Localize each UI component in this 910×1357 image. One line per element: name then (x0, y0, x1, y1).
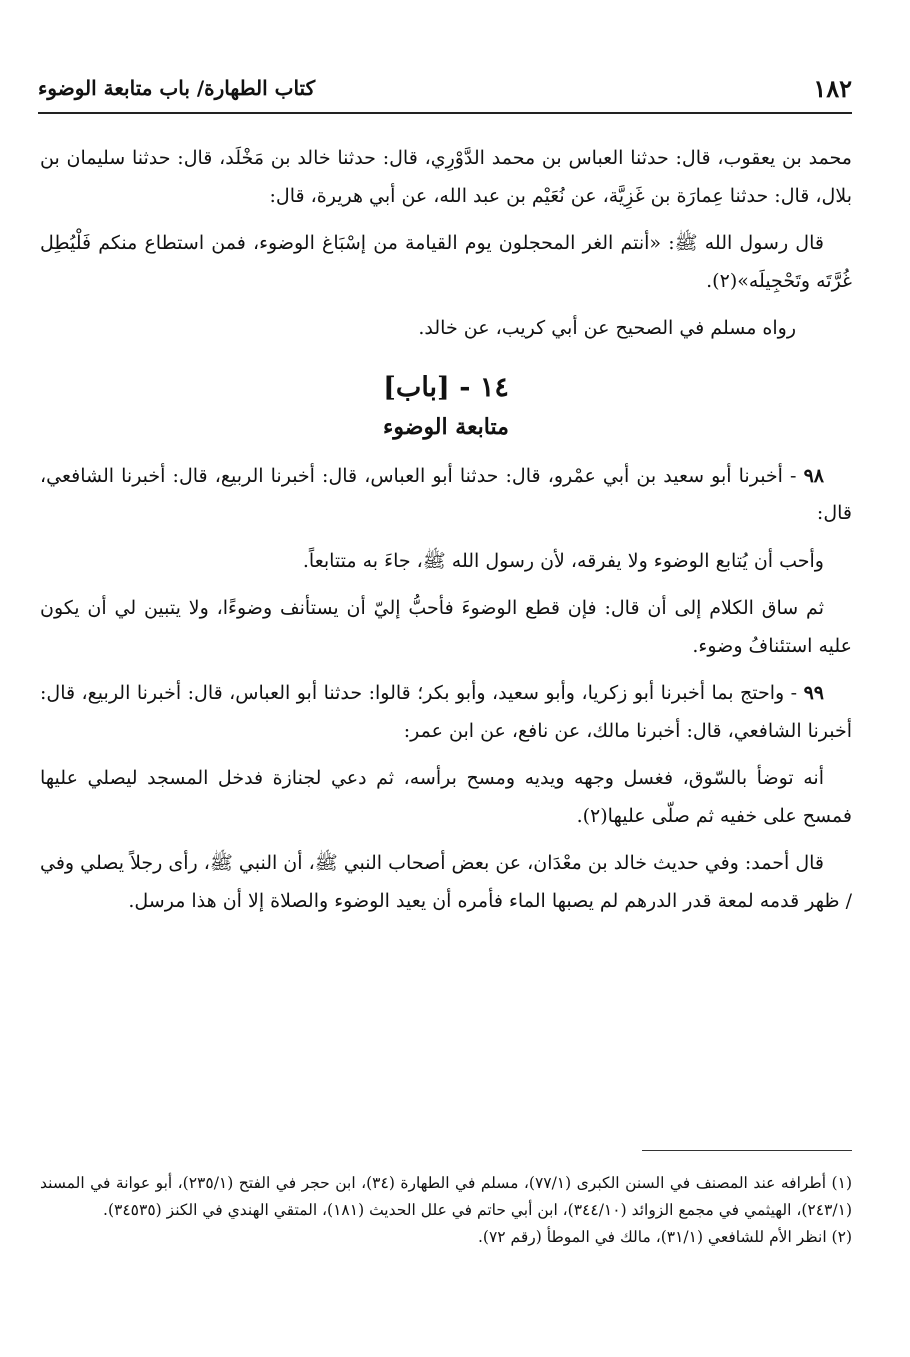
continuation-paragraph: ثم ساق الكلام إلى أن قال: فإن قطع الوضوءَ فأحبُّ إليّ أن يستأنف وضوءًا، ولا يتبين لي أن يكون عليه استئنافُ وضوء. (40, 597, 852, 657)
main-text (40, 140, 852, 930)
ahmad-comment-paragraph: قال أحمد: وفي حديث خالد بن معْدَان، عن بعض أصحاب النبي ﷺ، أن النبي ﷺ، رأى رجلاً يصلي وفي / ظهر قدمه لمعة قدر الدرهم لم يصبها الماء فأمره أن يعيد الوضوء والصلاة إلا أن هذا مرسل. (40, 852, 852, 912)
footnote-1: (١) أطرافه عند المصنف في السنن الكبرى (٧٧/١)، مسلم في الطهارة (٣٤)، ابن حجر في الفتح (٢٣٥/١)، أبو عوانة في المسند (٢٤٣/١)، الهيثمي في مجمع الزوائد (٣٤٤/١٠)، ابن أبي حاتم في علل الحديث (١٨١)، المتقي الهندي في الكنز (٣٤٥٣٥). (40, 1174, 852, 1219)
hadith-98-paragraph (40, 458, 852, 533)
hadith-99-text: - واحتج بما أخبرنا أبو زكريا، وأبو سعيد، وأبو بكر؛ قالوا: حدثنا أبو العباس، قال: أخبرنا الربيع، قال: أخبرنا الشافعي، قال: أخبرنا مالك، عن نافع، عن ابن عمر: (40, 682, 852, 742)
isnad-paragraph: محمد بن يعقوب، قال: حدثنا العباس بن محمد الدَّوْرِي، قال: حدثنا خالد بن مَخْلَد، قال: حدثنا سليمان بن بلال، قال: حدثنا عِمارَة بن غَزِيَّة، عن نُعَيْم بن عبد الله، عن أبي هريرة، قال: (40, 147, 852, 207)
footnote-separator (642, 1150, 852, 1151)
hadith-98-text: - أخبرنا أبو سعيد بن أبي عمْرو، قال: حدثنا أبو العباس، قال: أخبرنا الربيع، قال: أخبرنا الشافعي، قال: (40, 464, 852, 524)
hadith-99-paragraph (40, 675, 852, 750)
hadith-number: ٩٩ (803, 682, 824, 704)
hadith-number: ٩٨ (803, 464, 824, 487)
attribution-paragraph: رواه مسلم في الصحيح عن أبي كريب، عن خالد. (418, 317, 796, 339)
footnotes (40, 1170, 852, 1251)
running-header (38, 72, 852, 114)
shafii-statement-paragraph: وأحب أن يُتابع الوضوء ولا يفرقه، لأن رسول الله ﷺ، جاءَ به متتابعاً. (302, 549, 824, 572)
hadith-text-paragraph: قال رسول الله ﷺ: «أنتم الغر المحجلون يوم القيامة من إسْبَاغ الوضوء، فمن استطاع منكم فَلْيُطِل غُرَّتَه وتَحْجِيلَه»(٢). (40, 232, 852, 292)
page-number: ١٨٢ (813, 74, 852, 103)
chapter-heading: ١٤ - [باب] (383, 371, 509, 403)
running-title: كتاب الطهارة/ باب متابعة الوضوء (38, 76, 316, 100)
footnote-2: (٢) انظر الأم للشافعي (٣١/١)، مالك في الموطأ (رقم ٧٢). (477, 1228, 852, 1246)
chapter-subheading: متابعة الوضوء (383, 413, 509, 440)
ibn-umar-narration-paragraph: أنه توضأ بالسّوق، فغسل وجهه ويديه ومسح برأسه، ثم دعي لجنازة فدخل المسجد ليصلي عليها فمسح على خفيه ثم صلّى عليها(٢). (40, 767, 852, 827)
